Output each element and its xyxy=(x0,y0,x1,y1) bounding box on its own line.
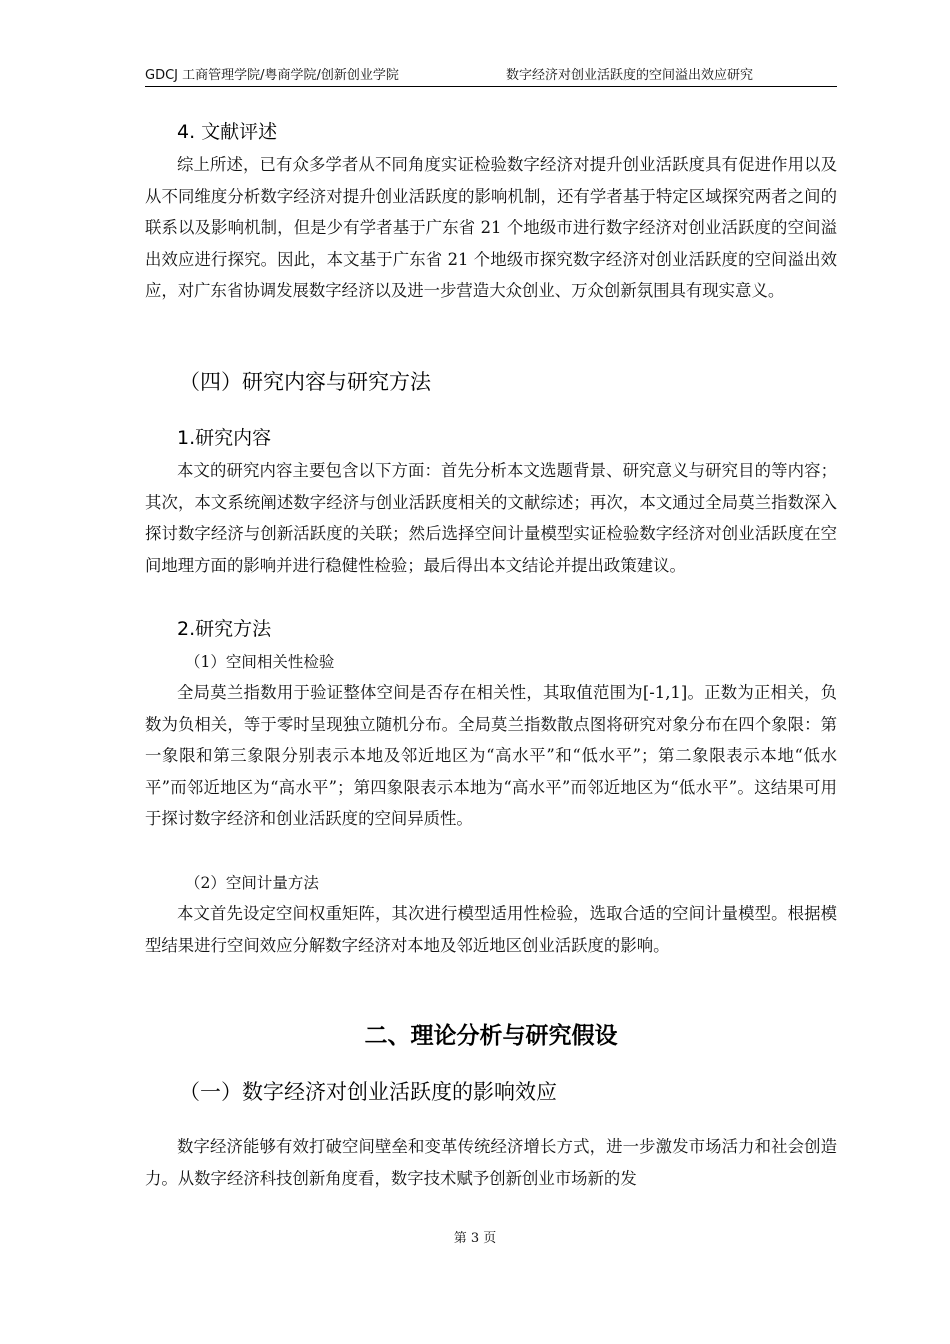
header-institution: GDCJ 工商管理学院/粤商学院/创新创业学院 xyxy=(145,68,399,83)
method1-heading: （1）空间相关性检验 xyxy=(185,653,335,671)
lit-review-paragraph: 综上所述，已有众多学者从不同角度实证检验数字经济对提升创业活跃度具有促进作用以及从不同维度分析数字经济对提升创业活跃度的影响机制，还有学者基于特定区域探究两者之间的联系以及影响机制，但是少有学者基于广东省 21 个地级市进行数字经济对创业活跃度的空间溢出效应进行探究。因此，本文基于广东省 21 个地级市探究数字经济对创业活跃度的空间溢出效应，对广东省协调发展数字经济以及进一步营造大众创业、万众创新氛围具有现实意义。 xyxy=(145,155,837,301)
lit-review-heading: 4. 文献评述 xyxy=(177,121,278,143)
chapter2-title: 二、理论分析与研究假设 xyxy=(364,1023,618,1049)
chapter2-section1-heading: （一）数字经济对创业活跃度的影响效应 xyxy=(179,1080,557,1104)
research-section-heading: （四）研究内容与研究方法 xyxy=(179,370,431,394)
method2-paragraph: 本文首先设定空间权重矩阵，其次进行模型适用性检验，选取合适的空间计量模型。根据模型结果进行空间效应分解数字经济对本地及邻近地区创业活跃度的影响。 xyxy=(145,904,837,955)
research-content-paragraph: 本文的研究内容主要包含以下方面：首先分析本文选题背景、研究意义与研究目的等内容；其次，本文系统阐述数字经济与创业活跃度相关的文献综述；再次，本文通过全局莫兰指数深入探讨数字经济与创新活跃度的关联；然后选择空间计量模型实证检验数字经济对创业活跃度在空间地理方面的影响并进行稳健性检验；最后得出本文结论并提出政策建议。 xyxy=(145,461,837,575)
page-header xyxy=(145,66,837,87)
method1-paragraph: 全局莫兰指数用于验证整体空间是否存在相关性，其取值范围为[-1,1]。正数为正相关，负数为负相关，等于零时呈现独立随机分布。全局莫兰指数散点图将研究对象分布在四个象限：第一象限和第三象限分别表示本地及邻近地区为“高水平”和“低水平”；第二象限表示本地“低水平”而邻近地区为“高水平”；第四象限表示本地为“高水平”而邻近地区为“低水平”。这结果可用于探讨数字经济和创业活跃度的空间异质性。 xyxy=(145,683,837,829)
header-paper-title: 数字经济对创业活跃度的空间溢出效应研究 xyxy=(506,68,754,83)
research-methods-heading: 2.研究方法 xyxy=(177,618,272,640)
research-content-heading: 1.研究内容 xyxy=(177,427,272,449)
chapter2-section1-paragraph: 数字经济能够有效打破空间壁垒和变革传统经济增长方式，进一步激发市场活力和社会创造力。从数字经济科技创新角度看，数字技术赋予创新创业市场新的发 xyxy=(145,1137,837,1188)
page-number: 第 3 页 xyxy=(453,1231,497,1246)
method2-heading: （2）空间计量方法 xyxy=(185,874,319,892)
